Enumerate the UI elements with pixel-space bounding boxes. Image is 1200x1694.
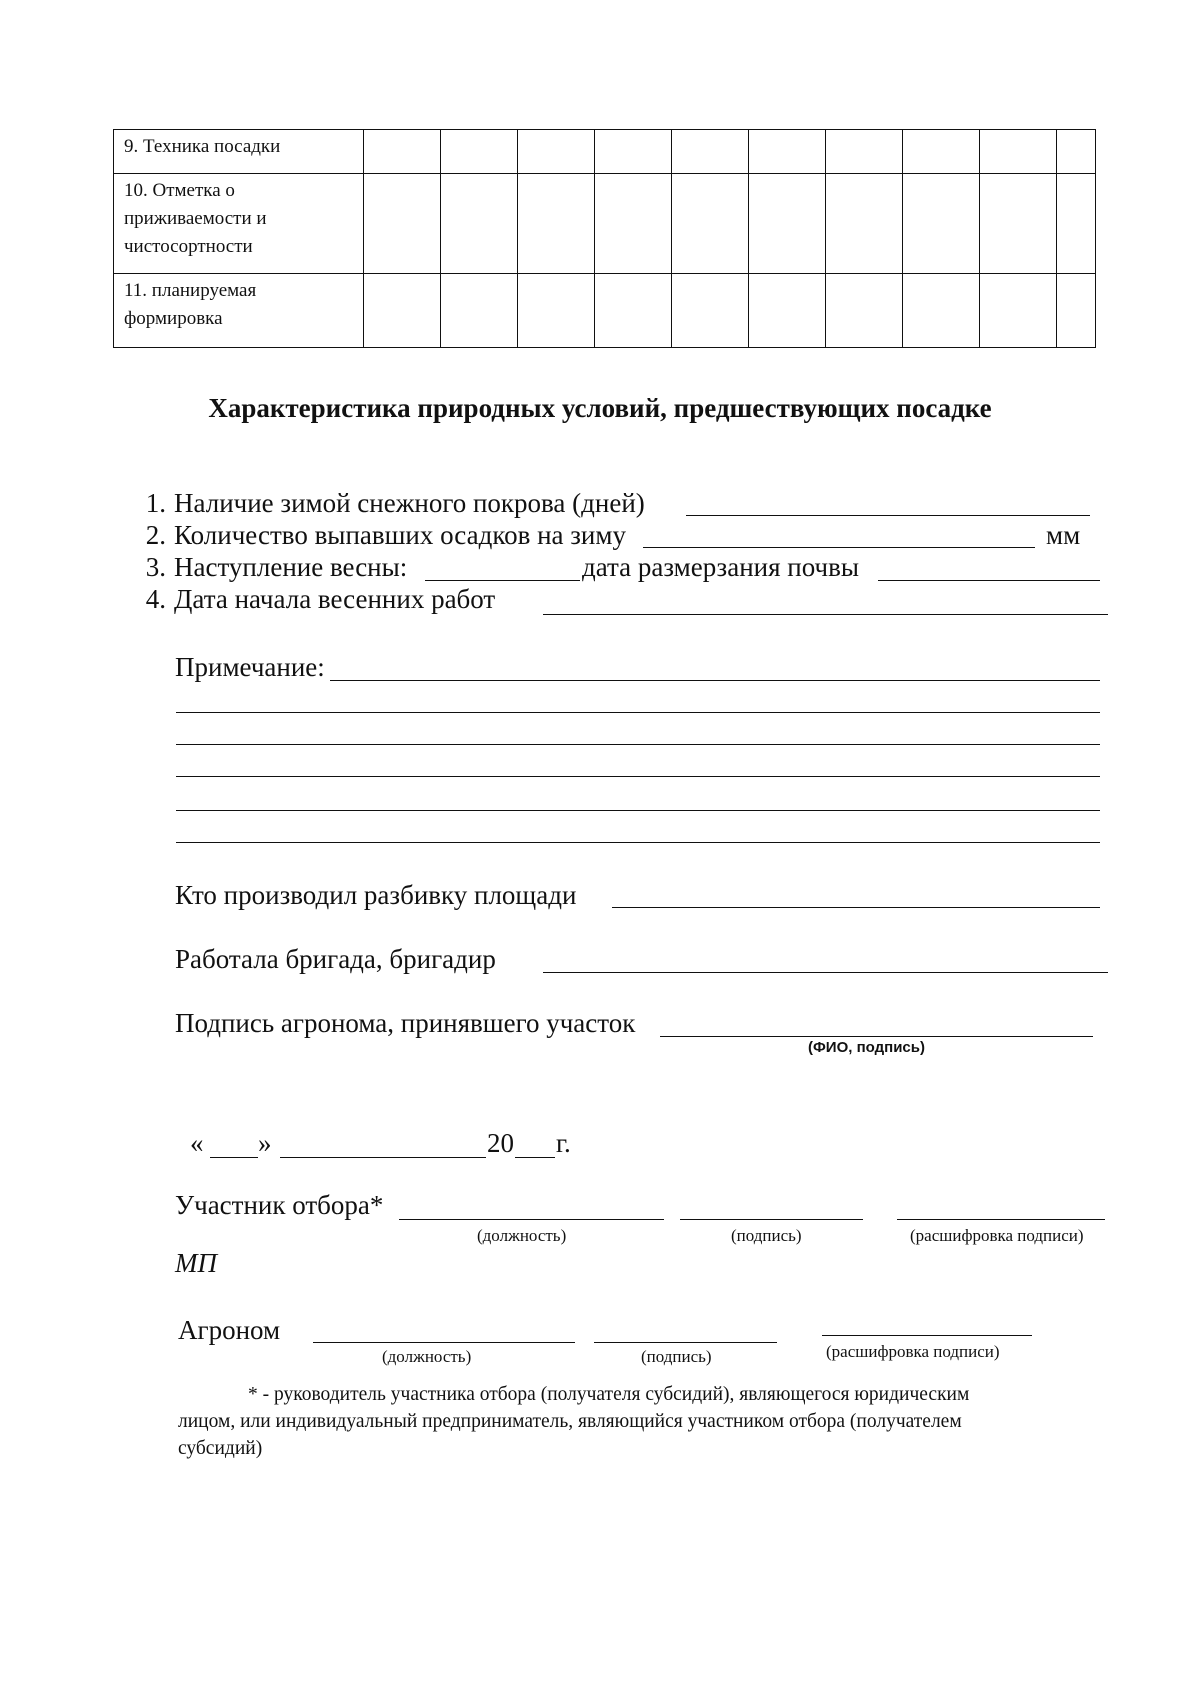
table-cell xyxy=(518,274,595,348)
participant-position-field[interactable] xyxy=(399,1219,664,1220)
spring-onset-field[interactable] xyxy=(425,580,580,581)
condition-1-number: 1. xyxy=(145,488,166,518)
agronomist-sign-field[interactable] xyxy=(660,1036,1093,1037)
brigade-label: Работала бригада, бригадир xyxy=(175,944,496,974)
participant-signature-caption: (подпись) xyxy=(731,1226,802,1245)
spring-works-date-field[interactable] xyxy=(543,614,1108,615)
footnote-line-2: лицом, или индивидуальный предприниматель, являющийся участником отбора (получателем xyxy=(178,1411,962,1432)
condition-4 xyxy=(132,584,495,615)
table-cell xyxy=(595,274,672,348)
table-cell xyxy=(672,130,749,174)
layout-by-field[interactable] xyxy=(612,907,1100,908)
table-cell xyxy=(980,274,1057,348)
footnote-line-3: субсидий) xyxy=(178,1438,263,1459)
agronomist-sign-caption: (ФИО, подпись) xyxy=(808,1039,925,1056)
precipitation-unit: мм xyxy=(1046,520,1081,550)
agronomist-sign-label: Подпись агронома, принявшего участок xyxy=(175,1008,636,1038)
soil-thaw-date-field[interactable] xyxy=(878,580,1100,581)
date-open-quote: « xyxy=(190,1128,204,1158)
note-line-4[interactable] xyxy=(176,776,1100,777)
condition-3-text: Наступление весны: xyxy=(174,552,408,582)
footnote-line-1: * - руководитель участника отбора (получателя субсидий), являющегося юридическим xyxy=(248,1384,970,1405)
note-line-5[interactable] xyxy=(176,810,1100,811)
condition-1 xyxy=(132,488,645,519)
stamp-label: МП xyxy=(175,1248,217,1278)
condition-3-number: 3. xyxy=(145,552,166,582)
note-line-1[interactable] xyxy=(330,680,1100,681)
row-label-planned-formation: 11. планируемая формировка xyxy=(114,274,364,348)
table-cell xyxy=(364,130,441,174)
note-line-3[interactable] xyxy=(176,744,1100,745)
participant-decode-caption: (расшифровка подписи) xyxy=(910,1226,1084,1245)
row-label-planting-technique: 9. Техника посадки xyxy=(114,130,364,174)
table-row xyxy=(114,274,1096,348)
condition-2 xyxy=(132,520,626,551)
table-row xyxy=(114,174,1096,274)
table-cell xyxy=(518,174,595,274)
soil-thaw-label: дата размерзания почвы xyxy=(582,552,859,582)
date-year-field[interactable] xyxy=(515,1157,555,1158)
agronomist-position-field[interactable] xyxy=(313,1342,575,1343)
table-cell xyxy=(441,130,518,174)
condition-1-text: Наличие зимой снежного покрова (дней) xyxy=(174,488,645,518)
planting-table xyxy=(113,129,1096,348)
table-cell xyxy=(441,174,518,274)
footnote xyxy=(178,1381,1083,1462)
precipitation-field[interactable] xyxy=(643,547,1035,548)
table-cell xyxy=(595,174,672,274)
table-cell xyxy=(826,174,903,274)
agronomist-signature-field[interactable] xyxy=(594,1342,777,1343)
table-cell xyxy=(672,174,749,274)
table-cell xyxy=(1057,174,1096,274)
row-label-survival-mark: 10. Отметка о приживаемости и чистосортности xyxy=(114,174,364,274)
condition-4-text: Дата начала весенних работ xyxy=(174,584,496,614)
table-cell xyxy=(518,130,595,174)
table-cell xyxy=(595,130,672,174)
participant-label: Участник отбора* xyxy=(175,1190,384,1220)
condition-2-text: Количество выпавших осадков на зиму xyxy=(174,520,626,550)
participant-signature-field[interactable] xyxy=(680,1219,863,1220)
table-cell xyxy=(826,130,903,174)
date-day-field[interactable] xyxy=(210,1157,258,1158)
table-cell xyxy=(672,274,749,348)
table-cell xyxy=(980,130,1057,174)
agronomist-decode-caption: (расшифровка подписи) xyxy=(826,1342,1000,1361)
snow-days-field[interactable] xyxy=(686,515,1090,516)
condition-4-number: 4. xyxy=(145,584,166,614)
participant-position-caption: (должность) xyxy=(477,1226,567,1245)
agronomist-decode-field[interactable] xyxy=(822,1335,1032,1336)
table-cell xyxy=(1057,130,1096,174)
table-cell xyxy=(441,274,518,348)
agronomist-signature-caption: (подпись) xyxy=(641,1347,712,1366)
note-line-6[interactable] xyxy=(176,842,1100,843)
date-year-suffix: г. xyxy=(556,1128,571,1158)
table-cell xyxy=(364,174,441,274)
table-row xyxy=(114,130,1096,174)
table-cell xyxy=(364,274,441,348)
table-cell xyxy=(749,174,826,274)
brigade-field[interactable] xyxy=(543,972,1108,973)
table-cell xyxy=(826,274,903,348)
table-cell xyxy=(903,130,980,174)
table-cell xyxy=(903,174,980,274)
condition-2-number: 2. xyxy=(145,520,166,550)
layout-by-label: Кто производил разбивку площади xyxy=(175,880,577,910)
date-close-quote: » xyxy=(258,1128,272,1158)
agronomist-position-caption: (должность) xyxy=(382,1347,472,1366)
table-cell xyxy=(980,174,1057,274)
agronomist-label: Агроном xyxy=(178,1315,281,1345)
table-cell xyxy=(749,130,826,174)
table-cell xyxy=(1057,274,1096,348)
date-month-field[interactable] xyxy=(280,1157,486,1158)
section-title: Характеристика природных условий, предшествующих посадке xyxy=(208,393,992,423)
date-year-prefix: 20 xyxy=(487,1128,514,1158)
note-label: Примечание: xyxy=(175,652,325,682)
note-line-2[interactable] xyxy=(176,712,1100,713)
condition-3 xyxy=(132,552,407,583)
table-cell xyxy=(749,274,826,348)
table-cell xyxy=(903,274,980,348)
participant-decode-field[interactable] xyxy=(897,1219,1105,1220)
